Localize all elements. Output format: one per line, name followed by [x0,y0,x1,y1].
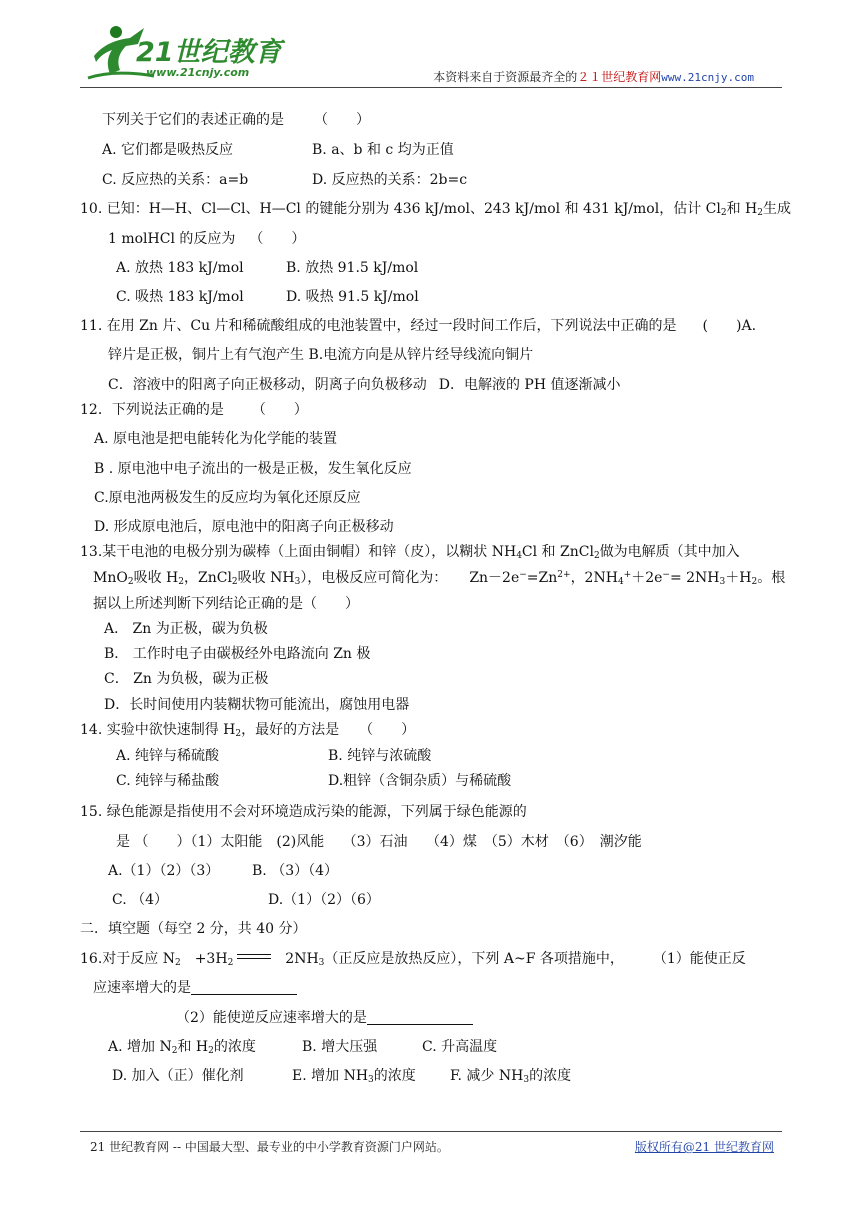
footer-copyright-link[interactable]: 版权所有@21 世纪教育网 [634,1140,774,1154]
header-divider [80,87,782,88]
q9-options-cd: C. 反应热的关系：a=b D. 反应热的关系：2b=c [102,172,468,188]
logo-brand-text: 21世纪教育 [136,37,282,68]
footer-divider [80,1131,782,1132]
q11-options-cd: C．溶液中的阳离子向正极移动，阴离子向负极移动 D．电解液的 PH 值逐渐减小 [108,377,621,393]
q13-option-a: A． Zn 为正极，碳为负极 [104,621,268,637]
q12-option-b: B . 原电池中电子流出的一极是正极，发生氧化反应 [94,461,412,477]
answer-blank-1[interactable] [191,979,297,995]
q15-options-cd: C. （4） D.（1）（2）（6） [112,892,380,908]
header-note-site: ２１世纪教育网 [577,70,662,84]
q16-part2: （2）能使逆反应速率增大的是 [176,1009,473,1027]
q15-items: 是 （ ）（1）太阳能 (2)风能 （3）石油 （4）煤 （5）木材 （6） 潮汐能 [116,834,642,850]
q12-option-d: D. 形成原电池后，原电池中的阳离子向正极移动 [94,519,394,535]
q9-options-ab: A. 它们都是吸热反应 B. a、b 和 c 均为正值 [102,142,454,158]
equilibrium-arrow-icon [237,952,271,962]
q9-stem: 下列关于它们的表述正确的是 （ ） [102,112,370,128]
q16-options-def: D. 加入（正）催化剂 E. 增加 $NH_3$的浓度 F. 减少 $NH_3$的浓度 [112,1068,572,1085]
q13-option-c: C． Zn 为负极，碳为正极 [104,671,269,687]
logo-domain-text: www.21cnjy.com [146,66,250,79]
q13-option-d: D．长时间使用内装糊状物可能流出，腐蚀用电器 [104,697,410,713]
q10-stem-cont: 1 molHCl 的反应为 （ ） [108,231,306,247]
header-note-prefix: 本资料来自于资源最齐全的 [433,70,578,84]
q14-stem: 14. 实验中欲快速制得 $H_2$，最好的方法是 （ ） [80,722,416,739]
q11-stem: 11. 在用 Zn 片、Cu 片和稀硫酸组成的电池装置中，经过一段时间工作后，下列说法中正确的是 ( )A. [80,318,757,334]
q13-option-b: B． 工作时电子由碳极经外电路流向 Zn 极 [104,646,371,662]
q12-stem: 12．下列说法正确的是 （ ） [80,402,308,418]
q10-options-cd: C. 吸热 183 kJ/mol D. 吸热 91.5 kJ/mol [116,289,419,305]
q14-options-ab: A. 纯锌与稀硫酸 B. 纯锌与浓硫酸 [116,748,432,764]
q13-stem-end: 据以上所述判断下列结论正确的是（ ） [93,596,359,612]
q12-option-c: C.原电池两极发生的反应均为氧化还原反应 [94,490,361,506]
answer-blank-2[interactable] [367,1009,473,1025]
q15-stem: 15. 绿色能源是指使用不会对环境造成污染的能源，下列属于绿色能源的 [80,804,527,820]
section-2-heading: 二．填空题（每空 2 分，共 40 分） [80,921,307,937]
q13-stem-cont: MnO$_2$吸收 $H_2$，ZnCl$_2$吸收 $NH_3$），电极反应可简化为： $Zn-2e^-=Zn^{2+}$，$2NH_4^++2e^-= 2NH_3+H_2$。根 [93,570,786,587]
q16-stem: 16.对于反应 $N_2$ $+3H_2$ $2NH_3$（正反应是放热反应），下列 A~F 各项措施中， （1）能使正反 [80,951,746,968]
q16-options-abc: A. 增加 $N_2$和 $H_2$的浓度 B. 增大压强 C. 升高温度 [108,1039,498,1056]
header-note-url[interactable]: www.21cnjy.com [661,71,754,84]
q10-options-ab: A. 放热 183 kJ/mol B. 放热 91.5 kJ/mol [116,260,419,276]
q15-options-ab: A.（1）（2）（3） B. （3）（4） [108,863,339,879]
q11-options-ab: 锌片是正极，铜片上有气泡产生 B.电流方向是从锌片经导线流向铜片 [108,347,534,363]
site-logo[interactable] [86,22,286,84]
q16-part1: 应速率增大的是 [93,979,297,997]
header-source-note [433,68,754,85]
q13-stem: 13.某干电池的电极分别为碳棒（上面由铜帽）和锌（皮），以糊状 $NH_4Cl$ 和 ZnCl$_2$做为电解质（其中加入 [80,544,740,561]
q12-option-a: A. 原电池是把电能转化为化学能的装置 [94,431,338,447]
q14-options-cd: C. 纯锌与稀盐酸 D.粗锌（含铜杂质）与稀硫酸 [116,773,512,789]
footer-site-description: 21 世纪教育网 -- 中国最大型、最专业的中小学教育资源门户网站。 [90,1140,449,1154]
q10-stem: 10. 已知：H—H、Cl—Cl、H—Cl 的键能分别为 436 kJ/mol、243 kJ/mol 和 431 kJ/mol，估计 $Cl_2$和 $H_2$生成 [80,201,791,218]
